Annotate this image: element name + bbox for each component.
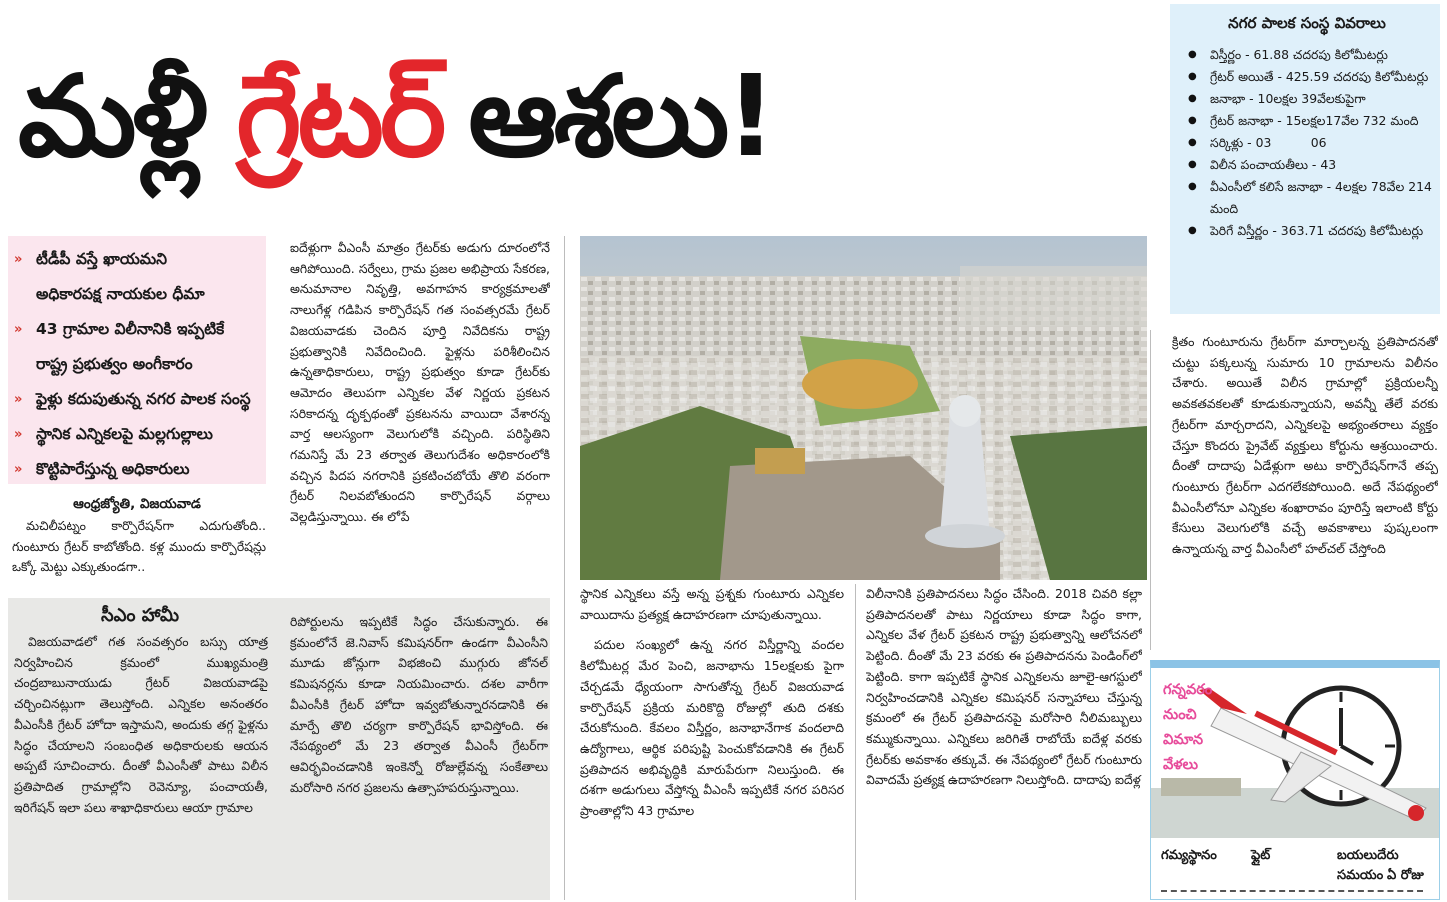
- headline-word-2: గ్రేటర్: [236, 52, 443, 182]
- list-item: ● జనాభా - 10లక్షల 39వేలకుపైగా: [1180, 88, 1434, 110]
- flight-box-title: గన్నవరం నుంచి విమాన వేళలు: [1163, 682, 1213, 773]
- column-header-destination: గమ్యస్థానం: [1161, 848, 1217, 863]
- list-item: ● పెరిగే విస్తీర్ణం - 363.71 చదరపు కిలోమీటర్లు: [1180, 220, 1434, 242]
- cm-box-col-2: [290, 612, 548, 898]
- paragraph: క్రితం గుంటూరును గ్రేటర్‌గా మార్చాలన్న ప్రతిపాదనతో చుట్టు పక్కలున్న సుమారు 10 గ్రామాలను విలీనం చేశారు. అయితే విలీన గ్రామాల్లో ప్రక్రియలన్నీ అవకతవకలతో కూడుకున్నాయని, అవన్నీ తేలే వరకు గ్రేటర్‌గా మార్చరాదని, ఎన్నికలపై అభ్యంతరాలు వ్యక్తం చేస్తూ కొందరు ప్రైవేట్ వ్యక్తులు కోర్టును ఆశ్రయించారు. దీంతో దాదాపు ఏడేళ్లుగా అటు కార్పొరేషన్‌గానే తప్ప గుంటూరు గ్రేటర్‌గా ఎదగలేకపోయింది. అదే నేపథ్యంలో వీఎంసీలోనూ ఎన్నికల శంఖారావం పూరిస్తే ఇలాంటి కోర్టు కేసులు వెలుగులోకి వచ్చే అవకాశాలు పుష్కలంగా ఉన్నాయన్న వార్త వీఎంసీలో హల్‌చల్ చేస్తోంది: [1172, 334, 1438, 557]
- double-arrow-icon: »: [14, 322, 23, 337]
- headline: [18, 42, 773, 192]
- table-divider: [1161, 890, 1423, 892]
- paragraph: ఐదేళ్లుగా వీఎంసీ మాత్రం గ్రేటర్‌కు అడుగు దూరంలోనే ఆగిపోయింది. సర్వేలు, గ్రామ ప్రజల అభిప్రాయ సేకరణ, అనుమానాల నివృత్తి, అవగాహన కార్యక్రమాలతో నాలుగేళ్ల గడిపిన కార్పొరేషన్ గత సంవత్సరమే గ్రేటర్ విజయవాడకు చెందిన పూర్తి నివేదికను రాష్ట్ర ప్రభుత్వానికి నివేదించింది. ఫైళ్లను పరిశీలించిన ఉన్నతాధికారులు, రాష్ట్ర ప్రభుత్వం కూడా గ్రేటర్‌కు ఆమోదం తెలుపగా ఎన్నికల వేళ నిర్ణయ ప్రకటన సరికాదన్న దృక్పథంతో ప్రకటనను వాయిదా వేశారన్న వార్త ఆలస్యంగా వెలుగులోకి వచ్చింది. పరిస్థితిని గమనిస్తే మే 23 తర్వాత తెలుగుదేశం అధికారంలోకి వచ్చిన పిదప నగరానికి ప్రకటించబోయే తొలి వరంగా గ్రేటర్ నిలవబోతుందని కార్పొరేషన్ వర్గాలు వెల్లడిస్తున్నాయి. ఈ లోపే: [290, 240, 550, 525]
- double-arrow-icon: »: [14, 252, 23, 267]
- highlight-item: » కొట్టిపారేస్తున్న అధికారులు: [14, 452, 262, 487]
- headline-word-3: ఆశలు!: [468, 52, 773, 182]
- column-header-departure: బయలుదేరు: [1337, 848, 1399, 863]
- headline-word-1: మళ్లీ: [18, 52, 205, 182]
- column-header-flight: ఫ్లైట్: [1251, 848, 1271, 863]
- highlight-item: » 43 గ్రామాల విలీనానికి ఇప్పటికే: [14, 312, 262, 347]
- highlight-item-continued: అధికారపక్ష నాయకుల ధీమా: [36, 285, 205, 303]
- highlight-item: » స్థానిక ఎన్నికలపై మల్లగుల్లాలు: [14, 417, 262, 452]
- article-col-3: [580, 584, 844, 900]
- cm-box-title: సీఎం హామీ: [100, 605, 180, 626]
- list-item: ● సర్కిళ్లు - 03 06: [1180, 132, 1434, 154]
- list-item: ● గ్రేటర్ అయితే - 425.59 చదరపు కిలోమీటర్లు: [1180, 66, 1434, 88]
- article-col-4: [866, 584, 1142, 900]
- article-col-1: [12, 516, 266, 590]
- highlight-item: » టీడీపీ వస్తే ఖాయమని: [14, 242, 262, 277]
- column-header-time: సమయం: [1337, 868, 1384, 883]
- paragraph: మచిలీపట్నం కార్పొరేషన్‌గా ఎదుగుతోంది.. గుంటూరు గ్రేటర్ కాబోతోంది. కళ్ల ముందు కార్పొరేషన్లు ఒక్కో మెట్టు ఎక్కుతుండగా..: [12, 518, 266, 575]
- list-item: ● గ్రేటర్ జనాభా - 15లక్షల17వేల 732 మంది: [1180, 110, 1434, 132]
- flight-table-header: [1151, 840, 1439, 900]
- column-header-day: ఏ రోజు: [1387, 868, 1424, 883]
- list-item: ● వీఎంసీలో కలిసే జనాభా - 4లక్షల 78వేల 214 మంది: [1180, 176, 1434, 220]
- article-col-2: [290, 238, 550, 592]
- highlight-item-continued: రాష్ట్ర ప్రభుత్వం అంగీకారం: [36, 355, 193, 373]
- byline: ఆంధ్రజ్యోతి, విజయవాడ: [73, 496, 201, 512]
- list-item: ● విస్తీర్ణం - 61.88 చదరపు కిలోమీటర్లు: [1180, 44, 1434, 66]
- cm-box-col-1: [14, 632, 268, 898]
- infobox-title: నగర పాలక సంస్థ వివరాలు: [1228, 14, 1386, 32]
- paragraph: రిపోర్టులను ఇప్పటికే సిద్ధం చేసుకున్నారు. ఈ క్రమంలోనే జె.నివాస్ కమిషనర్‌గా ఉండగా వీఎంసీని మూడు జోన్లుగా విభజించి ముగ్గురు జోనల్ కమిషనర్లను కూడా నియమించారు. దశల వారీగా వీఎంసీకి గ్రేటర్ హోదా ఇవ్వబోతున్నారనడానికి ఈ మార్పే తొలి చర్యగా కార్పొరేషన్ భావిస్తోంది. ఈ నేపథ్యంలో మే 23 తర్వాత వీఎంసీ గ్రేటర్‌గా ఆవిర్భవించడానికి ఇంకెన్నో రోజుల్లేవన్న సంకేతాలు మరోసారి నగర ప్రజలను ఉత్సాహపరుస్తున్నాయి.: [290, 614, 548, 795]
- flight-timings-box: [1150, 660, 1440, 900]
- aerial-city-photo: [580, 236, 1147, 580]
- double-arrow-icon: »: [14, 392, 23, 407]
- paragraph: పదుల సంఖ్యలో ఉన్న నగర విస్తీర్ణాన్ని వందల కిలోమీటర్ల మేర పెంచి, జనాభాను 15లక్షలకు పైగా చేర్చడమే ధ్యేయంగా సాగుతోన్న గ్రేటర్ విజయవాడ కార్పొరేషన్ ప్రక్రియ మరికొద్ది రోజుల్లో తుది దశకు చేరుకోనుంది. కేవలం విస్తీర్ణం, జనాభానేగాక వందలాది ఉద్యోగాలు, ఆర్థిక పరిపుష్టి పెంచుకోవడానికి ఈ గ్రేటర్ ప్రతిపాదన అభివృద్ధికి మారుపేరుగా నిలుస్తుంది. ఈ దశగా అడుగులు వేస్తోన్న వీఎంసీ ఇప్పటికే నగర పరిసర ప్రాంతాల్లోని 43 గ్రామాల: [580, 637, 844, 819]
- double-arrow-icon: »: [14, 462, 23, 477]
- column-divider: [855, 584, 856, 900]
- highlights-box: [8, 236, 266, 484]
- paragraph: విలీనానికి ప్రతిపాదనలు సిద్ధం చేసింది. 2018 చివరి కల్లా ప్రతిపాదనలతో పాటు నిర్ణయాలు కూడా సిద్ధం కాగా, ఎన్నికల వేళ గ్రేటర్ ప్రకటన రాష్ట్ర ప్రభుత్వాన్ని ఆలోచనలో పెట్టింది. దీంతో మే 23 వరకు ఈ ప్రతిపాదనను పెండింగ్‌లో పెట్టింది. కాగా ఇప్పటికే స్థానిక ఎన్నికలను జూలై-ఆగస్టులో నిర్వహించడానికి ఎన్నికల కమిషనర్ సన్నాహాలు చేస్తున్న క్రమంలో ఈ గ్రేటర్ ప్రతిపాదనపై మరోసారి నీలిమబ్బులు కమ్ముకున్నాయి. ఎన్నికలు జరిగితే రాబోయే ఐదేళ్ల వరకు గ్రేటర్‌కు అవకాశం తక్కువే. ఈ నేపథ్యంలో గ్రేటర్ గుంటూరు వివాదమే ప్రత్యక్ష ఉదాహరణగా నిలుస్తోంది. దాదాపు ఐదేళ్ల: [866, 586, 1142, 788]
- list-item: ● విలీన పంచాయతీలు - 43: [1180, 154, 1434, 176]
- article-col-5: [1172, 332, 1438, 650]
- corporation-details-box: [1170, 4, 1440, 314]
- double-arrow-icon: »: [14, 427, 23, 442]
- paragraph: విజయవాడలో గత సంవత్సరం బస్సు యాత్ర నిర్వహించిన క్రమంలో ముఖ్యమంత్రి చంద్రబాబునాయుడు గ్రేటర్ విజయవాడపై చర్చించినట్లుగా తెలుస్తోంది. ఎన్నికల అనంతరం వీఎంసీకి గ్రేటర్ హోదా ఇస్తామని, అందుకు తగ్గ ఫైళ్లను సిద్ధం చేయాలని సంబంధిత అధికారులకు ఆయన అప్పటే సూచించారు. దీంతో వీఎంసీతో పాటు విలీన ప్రతిపాదిత గ్రామాల్లోని రెవెన్యూ, పంచాయతీ, ఇరిగేషన్ ఇలా పలు శాఖాధికారులు ఆయా గ్రామాల: [14, 634, 268, 815]
- infobox-list: [1180, 44, 1434, 242]
- highlight-item: » ఫైళ్లు కదుపుతున్న నగర పాలక సంస్థ: [14, 382, 262, 417]
- paragraph: స్థానిక ఎన్నికలు వస్తే అన్న ప్రశ్నకు గుంటూరు ఎన్నికల వాయిదాను ప్రత్యక్ష ఉదాహరణగా చూపుతున్నాయి.: [580, 586, 844, 622]
- column-divider: [564, 236, 565, 900]
- column-divider: [1150, 330, 1151, 650]
- aerial-photo-illustration: [580, 236, 1147, 580]
